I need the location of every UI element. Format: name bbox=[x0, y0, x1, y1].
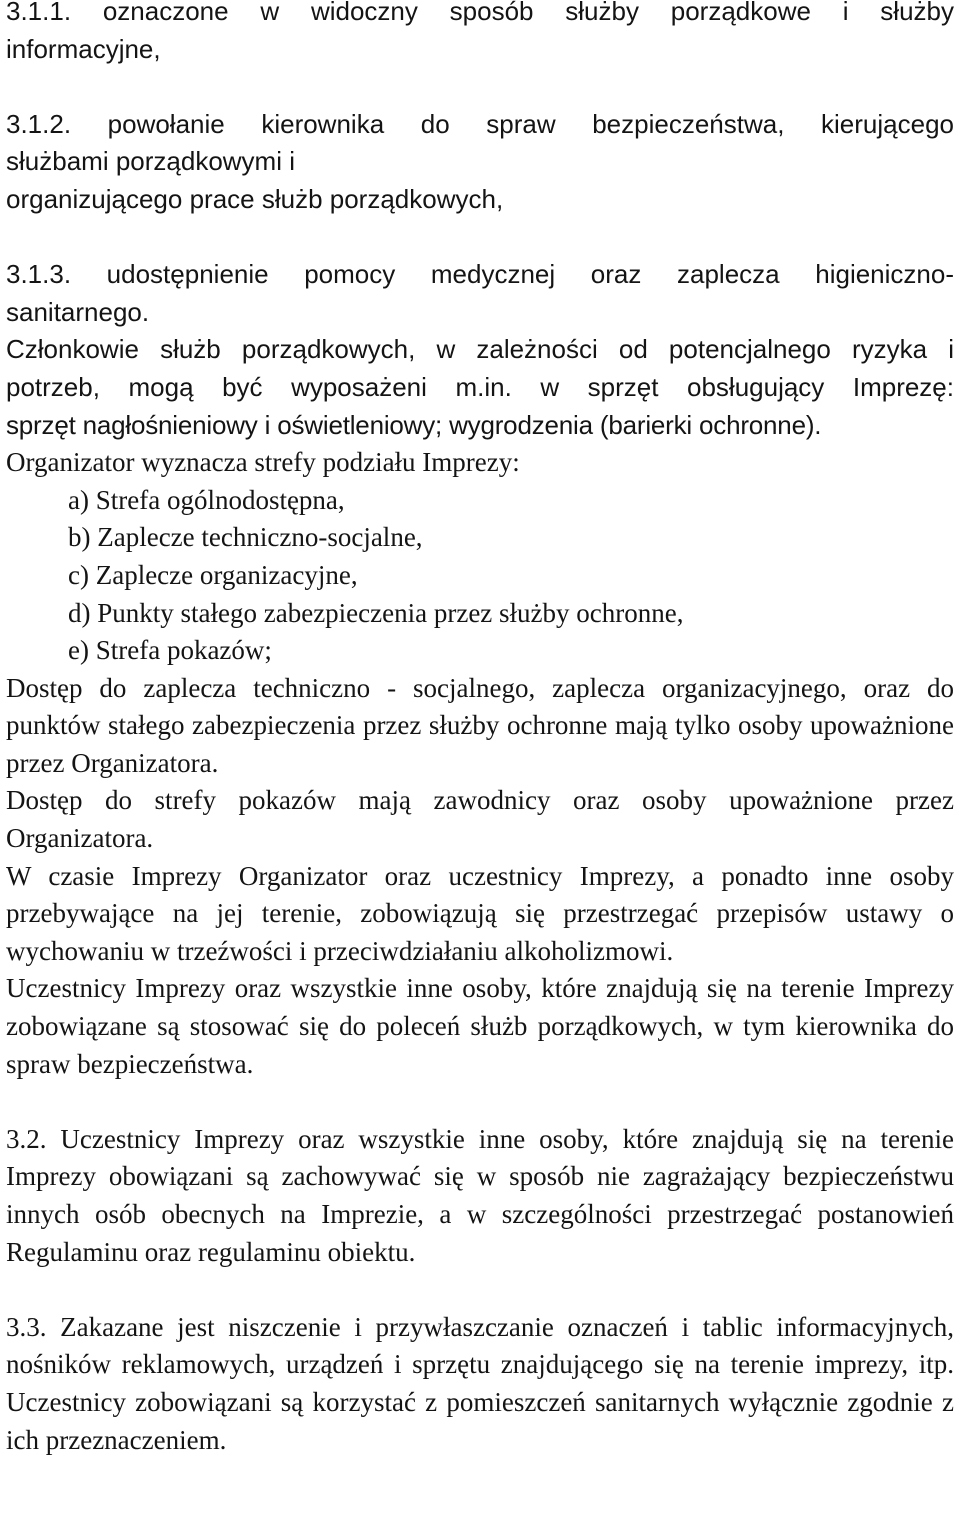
section-3-1-2-line-3: organizującego prace służb porządkowych, bbox=[6, 183, 504, 214]
section-3-2: 3.2. Uczestnicy Imprezy oraz wszystkie inne osoby, które znajdują się na terenie Imprezy obowiązani są zachowywać się w sposób nie zagrażający bezpieczeństwu innych osób obecnych na Imprezie, a w szczególności przestrzegać postanowień Regulaminu oraz regulaminu obiektu. bbox=[6, 1123, 954, 1267]
document-body bbox=[6, 0, 954, 1459]
spacer bbox=[6, 68, 954, 106]
section-3-1-3-line-1: 3.1.3. udostępnienie pomocy medycznej oraz zaplecza higieniczno- bbox=[6, 259, 954, 290]
zones-intro: Organizator wyznacza strefy podziału Imprezy: bbox=[6, 447, 520, 478]
members-line-1: Członkowie służb porządkowych, w zależności od potencjalnego ryzyka i bbox=[6, 334, 954, 365]
section-3-1-3-line-2: sanitarnego. bbox=[6, 296, 150, 327]
section-3-1-1-line-1: 3.1.1. oznaczone w widoczny sposób służby porządkowe i służby bbox=[6, 0, 954, 26]
zone-item-a: a) Strefa ogólnodostępna, bbox=[68, 484, 345, 515]
access-paragraph-2: Dostęp do strefy pokazów mają zawodnicy oraz osoby upoważnione przez Organizatora. bbox=[6, 785, 954, 854]
section-3-1-1-line-2: informacyjne, bbox=[6, 33, 161, 64]
zones-list bbox=[6, 482, 954, 670]
zone-item-e: e) Strefa pokazów; bbox=[68, 635, 272, 666]
members-line-3: sprzęt nagłośnieniowy i oświetleniowy; wygrodzenia (barierki ochronne). bbox=[6, 409, 822, 440]
zone-item-c: c) Zaplecze organizacyjne, bbox=[68, 559, 358, 590]
obey-paragraph: Uczestnicy Imprezy oraz wszystkie inne osoby, które znajdują się na terenie Imprezy zobowiązane są stosować się do poleceń służb porządkowych, w tym kierownika do spraw bezpieczeństwa. bbox=[6, 973, 954, 1079]
spacer bbox=[6, 219, 954, 257]
spacer bbox=[6, 1271, 954, 1309]
section-3-1-2-line-2: służbami porządkowymi i bbox=[6, 146, 295, 177]
section-3-3: 3.3. Zakazane jest niszczenie i przywłaszczanie oznaczeń i tablic informacyjnych, nośników reklamowych, urządzeń i sprzętu znajdującego się na terenie imprezy, itp. Uczestnicy zobowiązani są korzystać z pomieszczeń sanitarnych wyłącznie zgodnie z ich przeznaczeniem. bbox=[6, 1311, 954, 1455]
zone-item-b: b) Zaplecze techniczno-socjalne, bbox=[68, 522, 423, 553]
access-paragraph-1: Dostęp do zaplecza techniczno - socjalnego, zaplecza organizacyjnego, oraz do punktów stałego zabezpieczenia przez służby ochronne mają tylko osoby upoważnione przez Organizatora. bbox=[6, 672, 954, 778]
zone-item-d: d) Punkty stałego zabezpieczenia przez służby ochronne, bbox=[68, 597, 684, 628]
section-3-1-2-line-1: 3.1.2. powołanie kierownika do spraw bezpieczeństwa, kierującego bbox=[6, 108, 954, 139]
sobriety-paragraph: W czasie Imprezy Organizator oraz uczestnicy Imprezy, a ponadto inne osoby przebywające na jej terenie, zobowiązują się przestrzegać przepisów ustawy o wychowaniu w trzeźwości i przeciwdziałaniu alkoholizmowi. bbox=[6, 860, 954, 966]
spacer bbox=[6, 1083, 954, 1121]
members-line-2: potrzeb, mogą być wyposażeni m.in. w sprzęt obsługujący Imprezę: bbox=[6, 371, 954, 402]
